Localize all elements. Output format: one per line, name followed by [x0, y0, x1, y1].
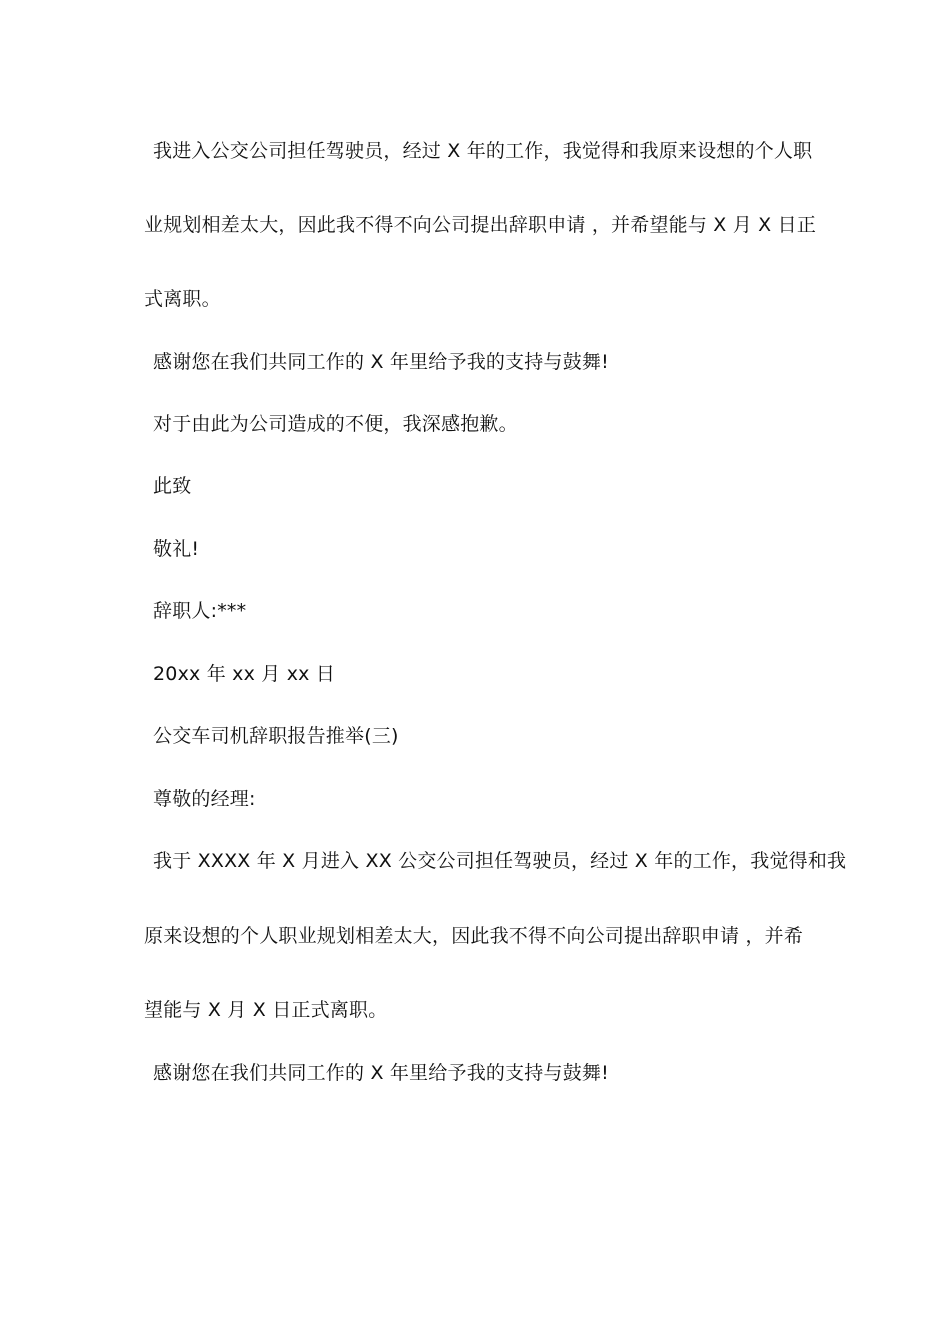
- date-line: 20xx 年 xx 月 xx 日: [153, 663, 336, 685]
- paragraph-2-line-1: 我于 XXXX 年 X 月进入 XX 公交公司担任驾驶员，经过 X 年的工作，我觉得和我: [153, 850, 847, 872]
- closing-regards: 敬礼!: [153, 538, 200, 560]
- signatory: 辞职人:***: [153, 600, 247, 622]
- paragraph-2-line-2: 原来设想的个人职业规划相差太大，因此我不得不向公司提出辞职申请 ，并希: [144, 925, 804, 947]
- apology-paragraph: 对于由此为公司造成的不便，我深感抱歉。: [153, 413, 518, 435]
- paragraph-1-line-1: 我进入公交公司担任驾驶员，经过 X 年的工作，我觉得和我原来设想的个人职: [153, 140, 813, 162]
- thanks-paragraph-2: 感谢您在我们共同工作的 X 年里给予我的支持与鼓舞!: [153, 1062, 609, 1084]
- paragraph-1-line-3: 式离职。: [144, 288, 221, 310]
- paragraph-2-line-3: 望能与 X 月 X 日正式离职。: [144, 999, 388, 1021]
- closing-salutation: 此致: [153, 475, 192, 497]
- thanks-paragraph: 感谢您在我们共同工作的 X 年里给予我的支持与鼓舞!: [153, 351, 609, 373]
- paragraph-1-line-2: 业规划相差太大，因此我不得不向公司提出辞职申请 ，并希望能与 X 月 X 日正: [144, 214, 817, 236]
- section-heading: 公交车司机辞职报告推举(三): [153, 725, 399, 747]
- greeting: 尊敬的经理:: [153, 788, 256, 810]
